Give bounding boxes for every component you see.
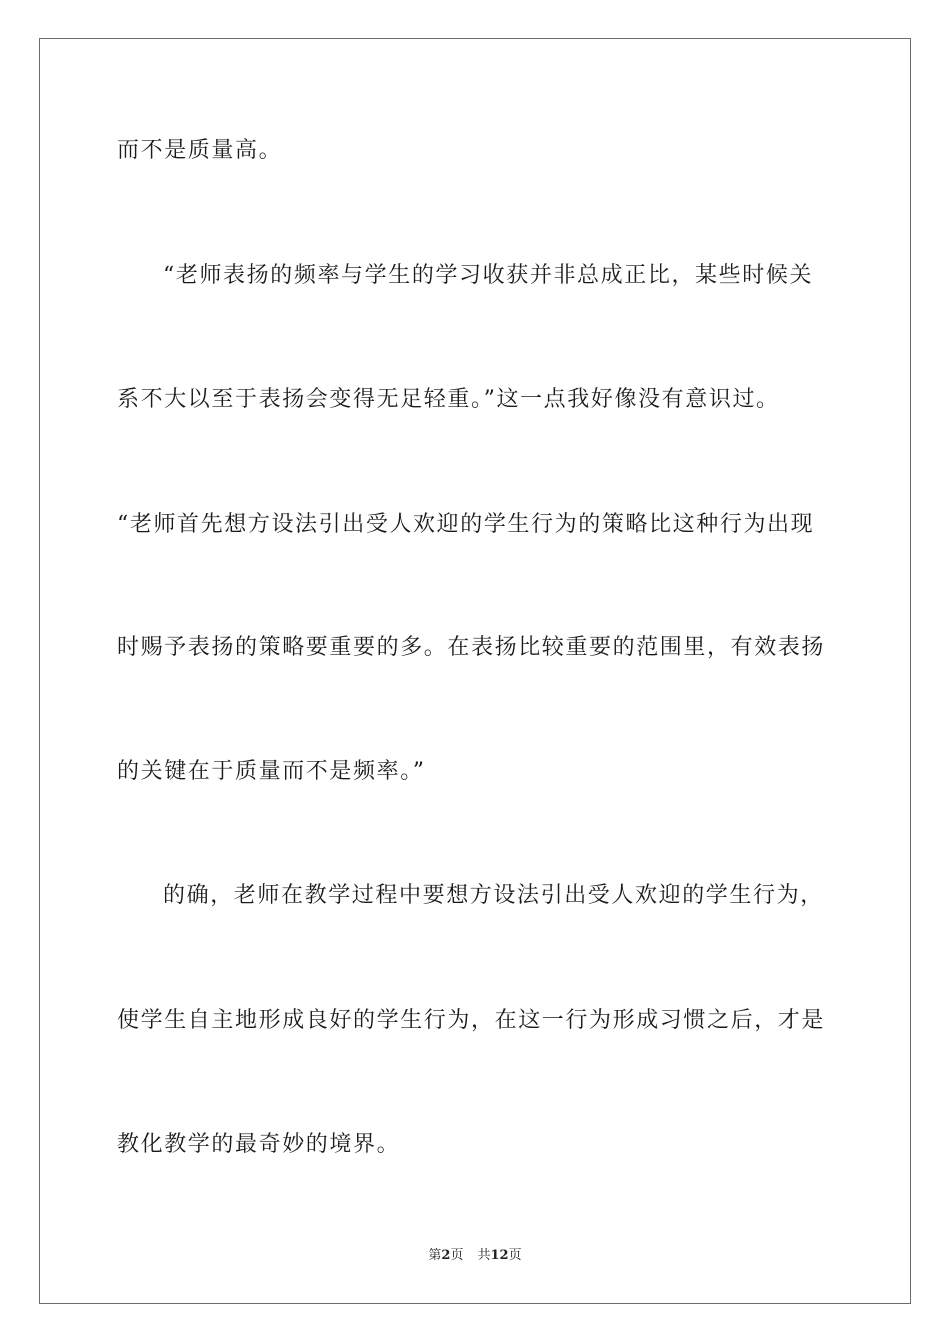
- text-line: 时赐予表扬的策略要重要的多。在表扬比较重要的范围里，有效表扬: [117, 635, 826, 660]
- page-footer: [0, 1247, 950, 1265]
- page-border: [39, 38, 911, 1304]
- total-pages: 12: [490, 1248, 509, 1263]
- page-number: 2: [441, 1248, 451, 1263]
- text-line: 的关键在于质量而不是频率。”: [117, 759, 426, 784]
- text-line: “老师表扬的频率与学生的学习收获并非总成正比，某些时候关: [163, 263, 814, 288]
- text-line: “老师首先想方设法引出受人欢迎的学生行为的策略比这种行为出现: [117, 512, 815, 537]
- text-line: 使学生自主地形成良好的学生行为，在这一行为形成习惯之后，才是: [117, 1008, 826, 1033]
- text-line: 系不大以至于表扬会变得无足轻重。”这一点我好像没有意识过。: [117, 387, 780, 412]
- text-line: 的确，老师在教学过程中要想方设法引出受人欢迎的学生行为，: [163, 883, 824, 908]
- total-suffix: 页: [508, 1248, 522, 1263]
- text-line: 而不是质量高。: [117, 138, 283, 163]
- page-suffix: 页: [450, 1248, 464, 1263]
- total-prefix: 共: [477, 1248, 491, 1263]
- page-prefix: 第: [428, 1248, 442, 1263]
- text-line: 教化教学的最奇妙的境界。: [117, 1132, 401, 1157]
